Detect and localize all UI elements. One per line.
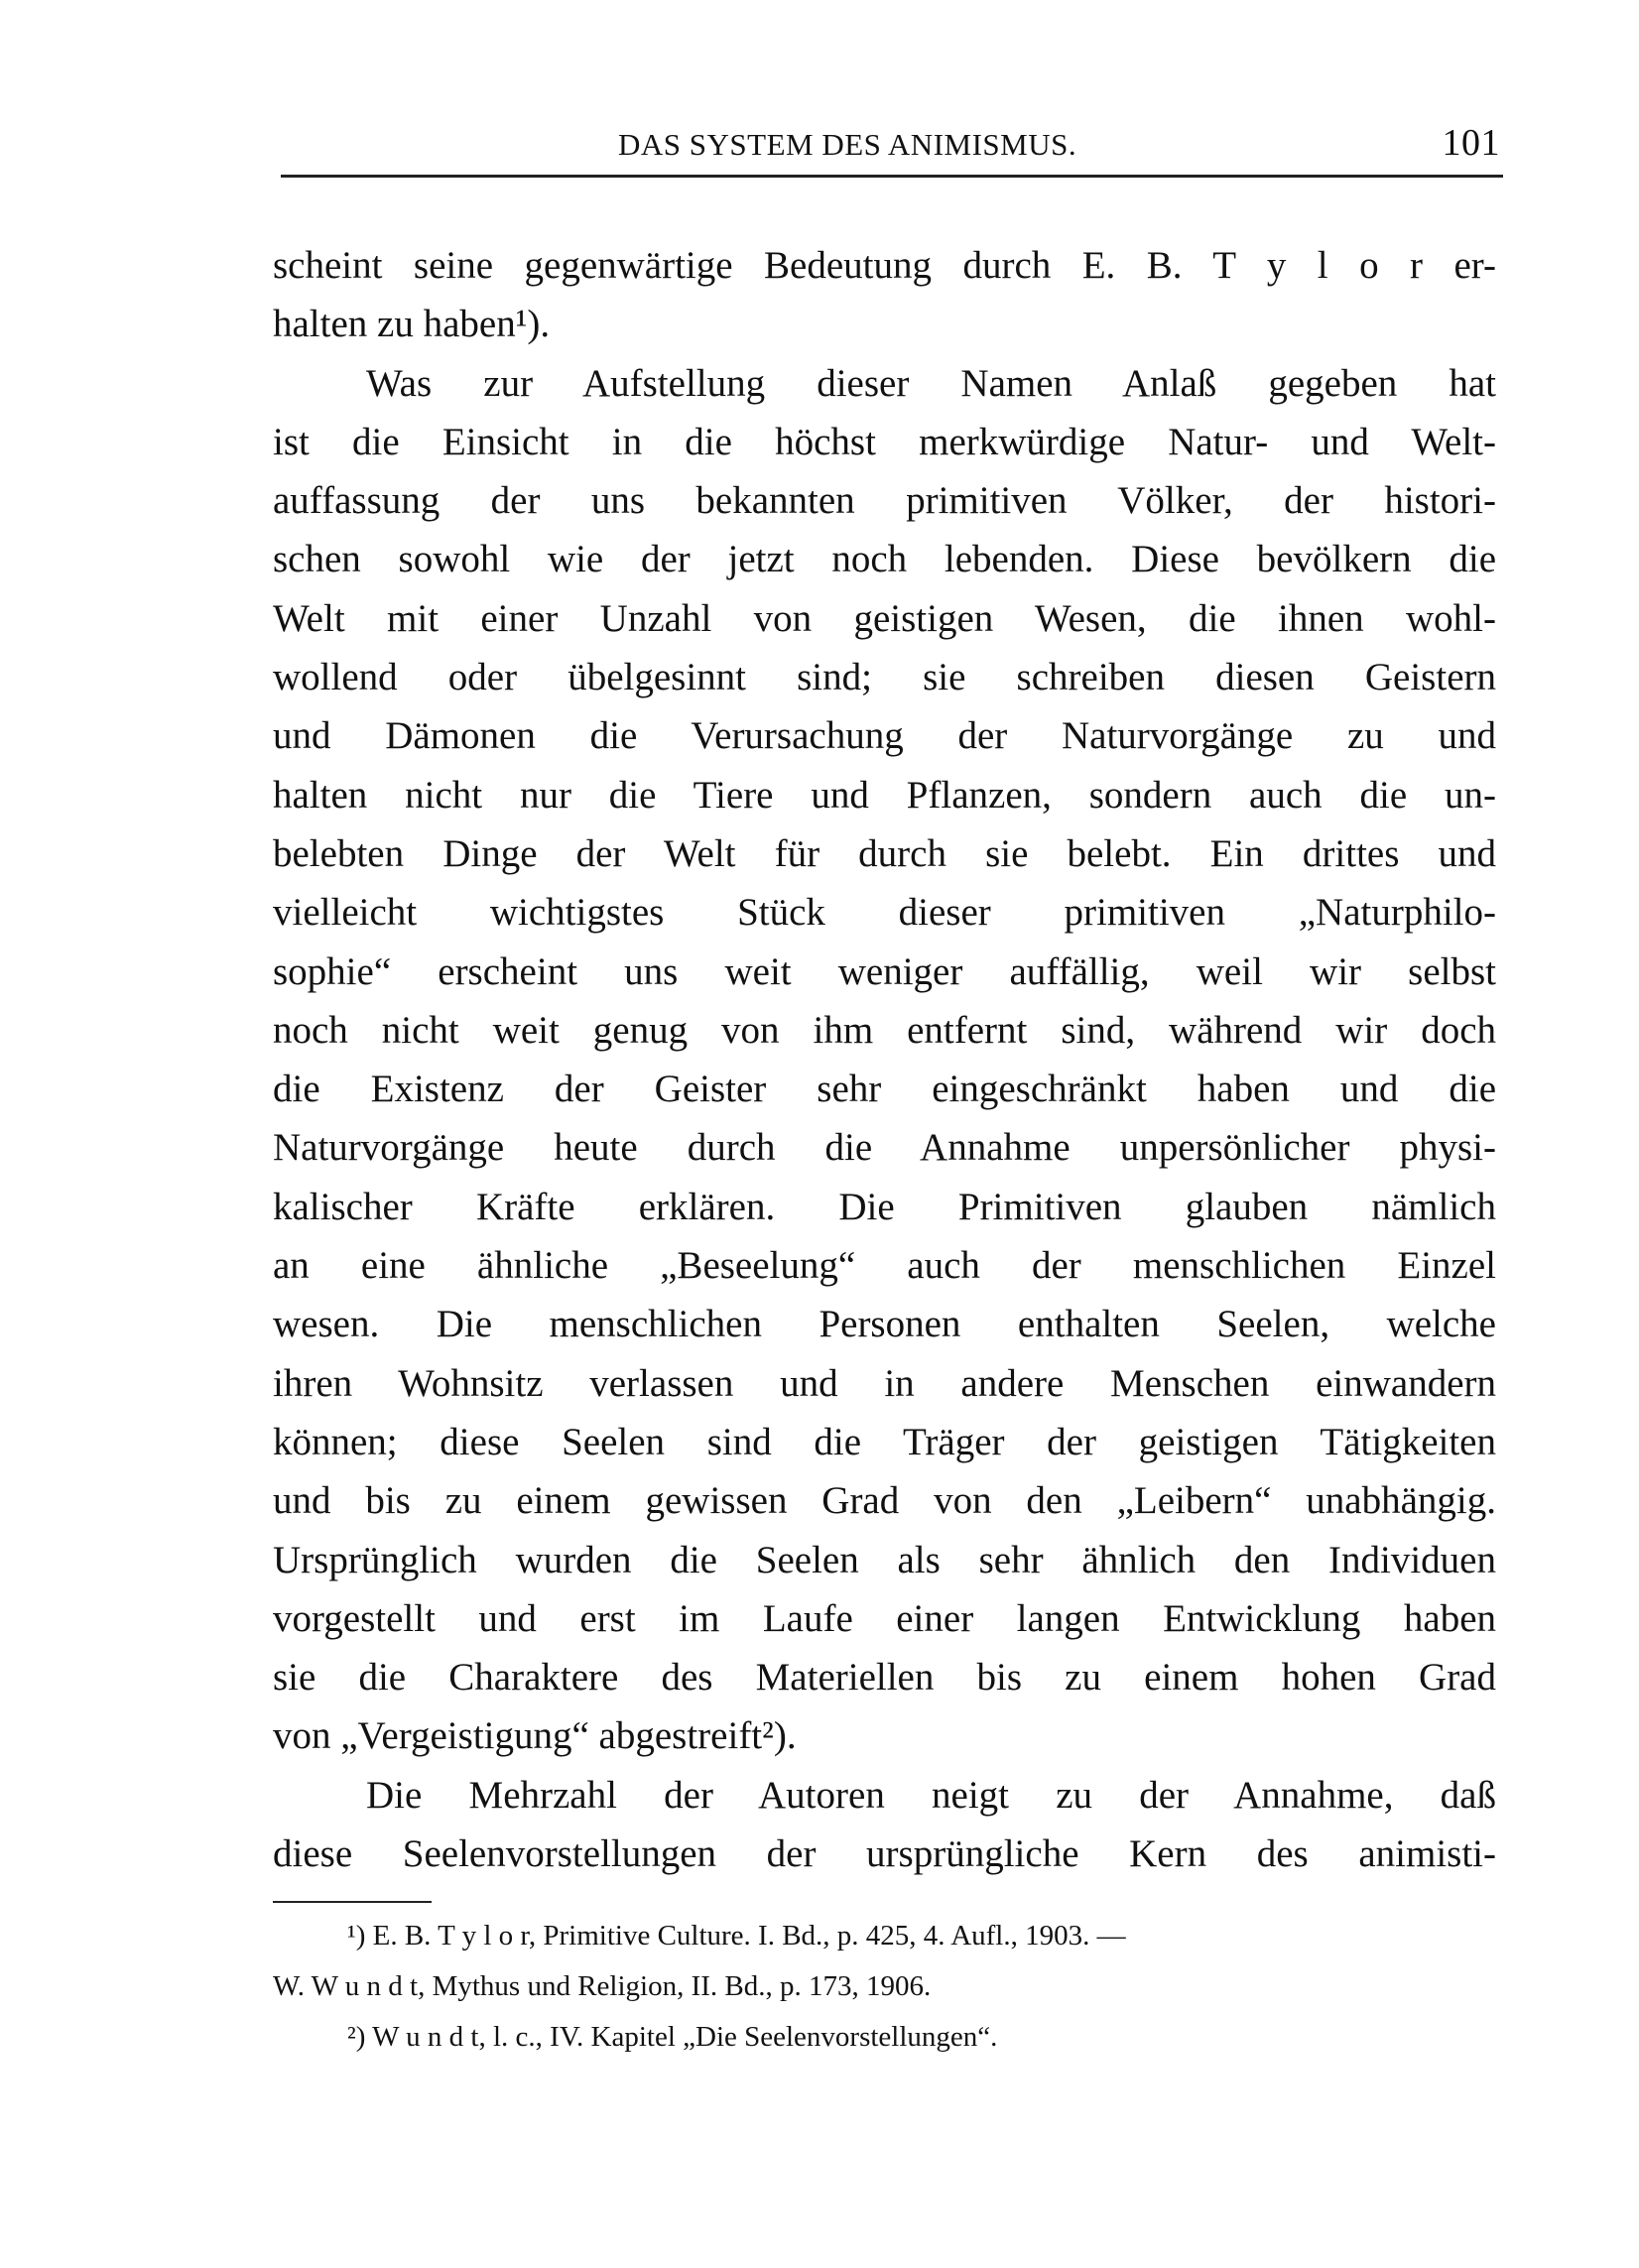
text-line: schen sowohl wie der jetzt noch lebenden. Diese bevölkern die (273, 538, 1496, 581)
text-line: die Existenz der Geister sehr eingeschränkt haben und die (273, 1068, 1496, 1111)
text-line: scheint seine gegenwärtige Bedeutung durch E. B. T y l o r er- (273, 244, 1496, 287)
text-line: Welt mit einer Unzahl von geistigen Wesen, die ihnen wohl- (273, 596, 1496, 640)
text-line: halten zu haben¹). (273, 303, 551, 346)
body-text (273, 236, 1496, 1883)
text-line: Die Mehrzahl der Autoren neigt zu der Annahme, daß (366, 1773, 1496, 1817)
text-line: diese Seelenvorstellungen der ursprüngliche Kern des animisti- (273, 1832, 1496, 1876)
text-line: sie die Charaktere des Materiellen bis zu einem hohen Grad (273, 1656, 1496, 1700)
header-rule (281, 175, 1503, 178)
text-line: ist die Einsicht in die höchst merkwürdige Natur- und Welt- (273, 420, 1496, 463)
running-head: DAS SYSTEM DES ANIMISMUS. (618, 127, 1077, 162)
text-line: an eine ähnliche „Beseelung“ auch der menschlichen Einzel (273, 1244, 1496, 1288)
text-line: vielleicht wichtigstes Stück dieser primitiven „Naturphilo- (273, 891, 1496, 935)
text-line: halten nicht nur die Tiere und Pflanzen, sondern auch die un- (273, 773, 1496, 817)
footnote-line: ²) W u n d t, l. c., IV. Kapitel „Die Seelenvorstellungen“. (347, 2021, 998, 2053)
text-line: belebten Dinge der Welt für durch sie belebt. Ein drittes und (273, 831, 1496, 875)
text-line: ihren Wohnsitz verlassen und in andere Menschen einwandern (273, 1361, 1496, 1405)
text-line: kalischer Kräfte erklären. Die Primitiven glauben nämlich (273, 1185, 1496, 1228)
footnote-rule (273, 1901, 432, 1903)
footnote-line: W. W u n d t, Mythus und Religion, II. Bd., p. 173, 1906. (273, 1970, 932, 2002)
text-line: wesen. Die menschlichen Personen enthalten Seelen, welche (273, 1303, 1496, 1346)
footnote-line: ¹) E. B. T y l o r, Primitive Culture. I. Bd., p. 425, 4. Aufl., 1903. — (347, 1920, 1126, 1952)
text-line: Naturvorgänge heute durch die Annahme unpersönlicher physi- (273, 1126, 1496, 1170)
text-line: noch nicht weit genug von ihm entfernt sind, während wir doch (273, 1008, 1496, 1052)
text-line: und bis zu einem gewissen Grad von den „Leibern“ unabhängig. (273, 1479, 1496, 1523)
footnotes (273, 1911, 1496, 2063)
text-line: Ursprünglich wurden die Seelen als sehr ähnlich den Individuen (273, 1538, 1496, 1581)
text-line: können; diese Seelen sind die Träger der geistigen Tätigkeiten (273, 1420, 1496, 1463)
text-line: Was zur Aufstellung dieser Namen Anlaß gegeben hat (366, 361, 1496, 405)
text-line: und Dämonen die Verursachung der Naturvorgänge zu und (273, 714, 1496, 758)
page-number: 101 (1442, 122, 1500, 164)
text-line: vorgestellt und erst im Laufe einer langen Entwicklung haben (273, 1596, 1496, 1640)
text-line: auffassung der uns bekannten primitiven Völker, der histori- (273, 479, 1496, 523)
text-line: sophie“ erscheint uns weit weniger auffällig, weil wir selbst (273, 949, 1496, 993)
text-line: wollend oder übelgesinnt sind; sie schreiben diesen Geistern (273, 656, 1496, 699)
text-line: von „Vergeistigung“ abgestreift²). (273, 1714, 797, 1758)
